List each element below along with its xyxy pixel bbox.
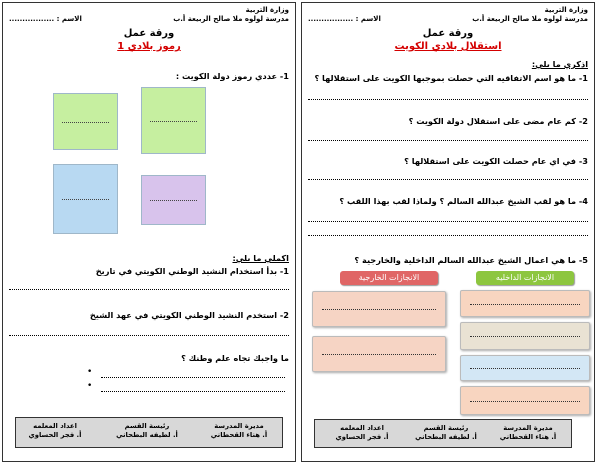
answer-line <box>150 121 198 122</box>
head-name: أ. لطيفه البطحاني <box>415 433 477 441</box>
remember-heading: اذكري ما يلي: <box>531 59 588 69</box>
answer-line <box>150 200 198 201</box>
answer-line[interactable] <box>101 377 285 378</box>
signature-director <box>200 422 278 440</box>
question-3: 3- في اي عام حصلت الكويت على استقلالها ؟ <box>404 156 588 166</box>
signature-head <box>108 422 186 440</box>
worksheet-subtitle: استقلال بلادي الكويت <box>394 41 502 52</box>
head-role: رئيسة القسم <box>124 422 170 430</box>
complete-item-2: 2- استخدم النشيد الوطني الكويتي في عهد الشيخ <box>89 310 289 320</box>
symbol-answer-box[interactable] <box>53 93 118 150</box>
director-role: مديرة المدرسة <box>214 422 264 430</box>
bullet-point: • <box>87 367 93 377</box>
answer-line[interactable] <box>9 335 289 336</box>
internal-achievement-box[interactable] <box>460 290 590 317</box>
worksheet-subtitle: رموز بلادي 1 <box>117 41 181 52</box>
director-name: أ. هناء القحطاني <box>210 431 268 439</box>
answer-line[interactable] <box>308 235 588 236</box>
answer-line <box>322 309 436 310</box>
school-label: مدرسة لولوه ملا صالح الربيعة أ.ب <box>173 15 289 23</box>
complete-item-1: 1- بدأ استخدام النشيد الوطني الكويتي في تاريخ <box>95 266 289 276</box>
head-role: رئيسة القسم <box>423 424 469 432</box>
school-label: مدرسة لولوه ملا صالح الربيعة أ.ب <box>472 15 588 23</box>
question-4: 4- ما هو لقب الشيخ عبدالله السالم ؟ ولماذا لقب بهذا اللقب ؟ <box>339 196 588 206</box>
internal-achievements-label: الانجازات الداخليه <box>476 271 574 285</box>
teacher-name: أ. فجر الحساوي <box>28 431 82 439</box>
answer-line <box>470 304 580 305</box>
answer-line <box>62 122 110 123</box>
question-5: 5- ما هي اعمال الشيخ عبدالله السالم الداخلية والخارجية ؟ <box>354 255 588 265</box>
question-2: 2- كم عام مضى على استقلال دولة الكويت ؟ <box>408 116 588 126</box>
symbol-answer-box[interactable] <box>53 164 118 234</box>
head-name: أ. لطيفه البطحاني <box>116 431 178 439</box>
duty-question: ما واجبك تجاه علم وطنك ؟ <box>181 353 289 363</box>
worksheet-symbols <box>2 2 296 462</box>
answer-line <box>62 199 110 200</box>
answer-line[interactable] <box>308 221 588 222</box>
teacher-role: اعداد المعلمه <box>33 422 77 430</box>
student-name-field[interactable]: الاسم : ................. <box>308 15 381 23</box>
bullet-point: • <box>87 381 93 391</box>
answer-line[interactable] <box>308 99 588 100</box>
answer-line <box>322 354 436 355</box>
ministry-label: وزارة التربية <box>245 6 289 14</box>
signature-head <box>407 424 485 442</box>
internal-achievement-box[interactable] <box>460 355 590 381</box>
worksheet-independence <box>301 2 595 462</box>
external-achievements-label: الانجازات الخارجية <box>340 271 438 285</box>
internal-achievement-box[interactable] <box>460 322 590 350</box>
question-1: 1- ما هو اسم الاتفاقيه التي حصلت بموجبها الكويت على استقلالها ؟ <box>314 73 588 83</box>
answer-line[interactable] <box>9 289 289 290</box>
worksheet-title: ورقة عمل <box>123 28 175 39</box>
answer-line <box>470 401 580 402</box>
question-symbols: 1- عددي رموز دولة الكويت : <box>175 71 289 81</box>
answer-line[interactable] <box>101 391 285 392</box>
signature-teacher <box>16 422 94 440</box>
answer-line <box>470 336 580 337</box>
external-achievement-box[interactable] <box>312 291 446 327</box>
signature-panel <box>15 417 283 448</box>
signature-director <box>489 424 567 442</box>
answer-line <box>470 368 580 369</box>
student-name-field[interactable]: الاسم : ................. <box>9 15 82 23</box>
internal-achievement-box[interactable] <box>460 386 590 415</box>
signature-teacher <box>323 424 401 442</box>
ministry-label: وزارة التربية <box>544 6 588 14</box>
external-achievement-box[interactable] <box>312 336 446 372</box>
teacher-name: أ. فجر الحساوي <box>335 433 389 441</box>
worksheet-title: ورقة عمل <box>422 28 474 39</box>
director-name: أ. هناء القحطاني <box>499 433 557 441</box>
symbol-answer-box[interactable] <box>141 87 206 154</box>
symbol-answer-box[interactable] <box>141 175 206 225</box>
teacher-role: اعداد المعلمه <box>340 424 384 432</box>
answer-line[interactable] <box>308 179 588 180</box>
complete-heading: اكملي ما يلي: <box>232 253 289 263</box>
signature-panel <box>314 419 572 448</box>
answer-line[interactable] <box>308 140 588 141</box>
director-role: مديرة المدرسة <box>503 424 553 432</box>
